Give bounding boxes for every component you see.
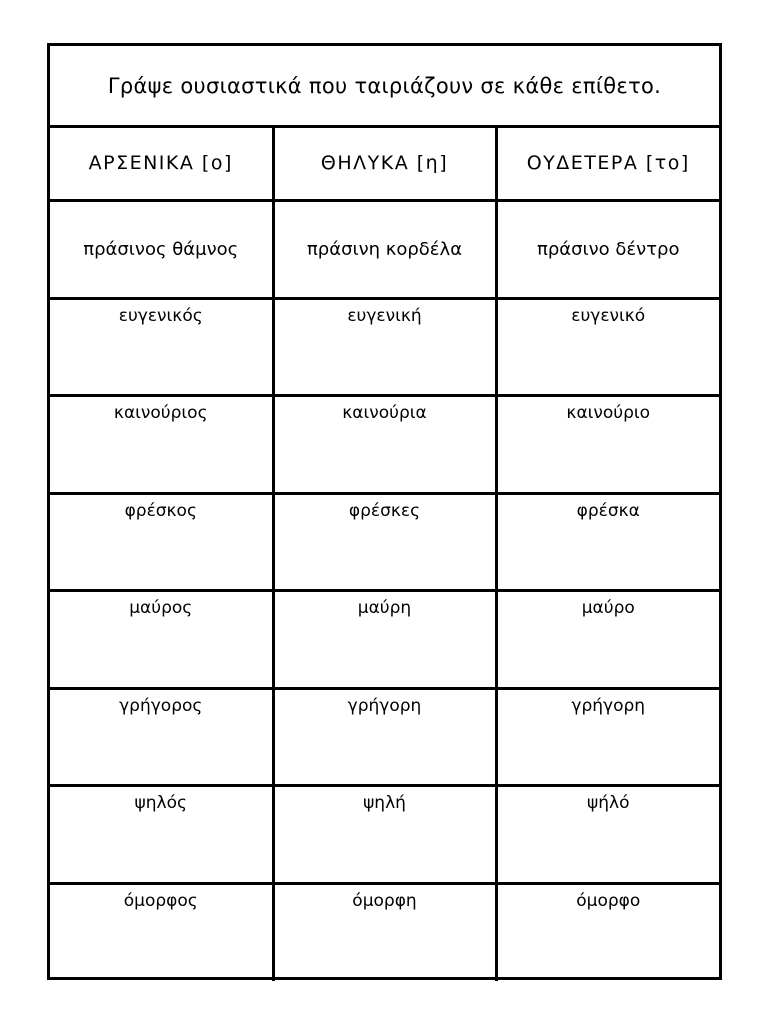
adjective-neuter: φρέσκα: [496, 493, 719, 591]
adjective-masculine: γρήγορος: [50, 688, 273, 786]
table-row: [50, 396, 719, 494]
adjective-neuter: όμορφο: [496, 884, 719, 982]
adjective-feminine: γρήγορη: [273, 688, 496, 786]
table-row: [50, 493, 719, 591]
adjective-feminine: ευγενική: [273, 298, 496, 396]
adjective-masculine: φρέσκος: [50, 493, 273, 591]
adjective-neuter: ψήλό: [496, 786, 719, 884]
header-row: [50, 128, 719, 200]
adjective-neuter: ευγενικό: [496, 298, 719, 396]
adjective-masculine: καινούριος: [50, 396, 273, 494]
adjective-feminine: ψηλή: [273, 786, 496, 884]
example-feminine: πράσινη κορδέλα: [273, 200, 496, 298]
adjective-feminine: όμορφη: [273, 884, 496, 982]
example-neuter: πράσινο δέντρο: [496, 200, 719, 298]
header-masculine: ΑΡΣΕΝΙΚΑ [ο]: [50, 128, 273, 200]
example-masculine: πράσινος θάμνος: [50, 200, 273, 298]
worksheet: [47, 43, 722, 980]
table-row: [50, 298, 719, 396]
adjective-feminine: καινούρια: [273, 396, 496, 494]
adjective-masculine: ευγενικός: [50, 298, 273, 396]
example-row: [50, 200, 719, 298]
table-row: [50, 786, 719, 884]
table-row: [50, 688, 719, 786]
adjective-masculine: ψηλός: [50, 786, 273, 884]
table-row: [50, 591, 719, 689]
adjective-masculine: μαύρος: [50, 591, 273, 689]
table-row: [50, 884, 719, 982]
adjective-masculine: όμορφος: [123, 891, 198, 912]
adjective-neuter: γρήγορη: [496, 688, 719, 786]
adjective-table: [50, 128, 719, 981]
instruction-title: Γράψε ουσιαστικά που ταιριάζουν σε κάθε επίθετο.: [50, 46, 719, 128]
header-feminine: ΘΗΛΥΚΑ [η]: [273, 128, 496, 200]
header-neuter: ΟΥΔΕΤΕΡΑ [το]: [496, 128, 719, 200]
adjective-neuter: καινούριο: [496, 396, 719, 494]
adjective-feminine: φρέσκες: [273, 493, 496, 591]
adjective-feminine: μαύρη: [273, 591, 496, 689]
adjective-neuter: μαύρο: [496, 591, 719, 689]
